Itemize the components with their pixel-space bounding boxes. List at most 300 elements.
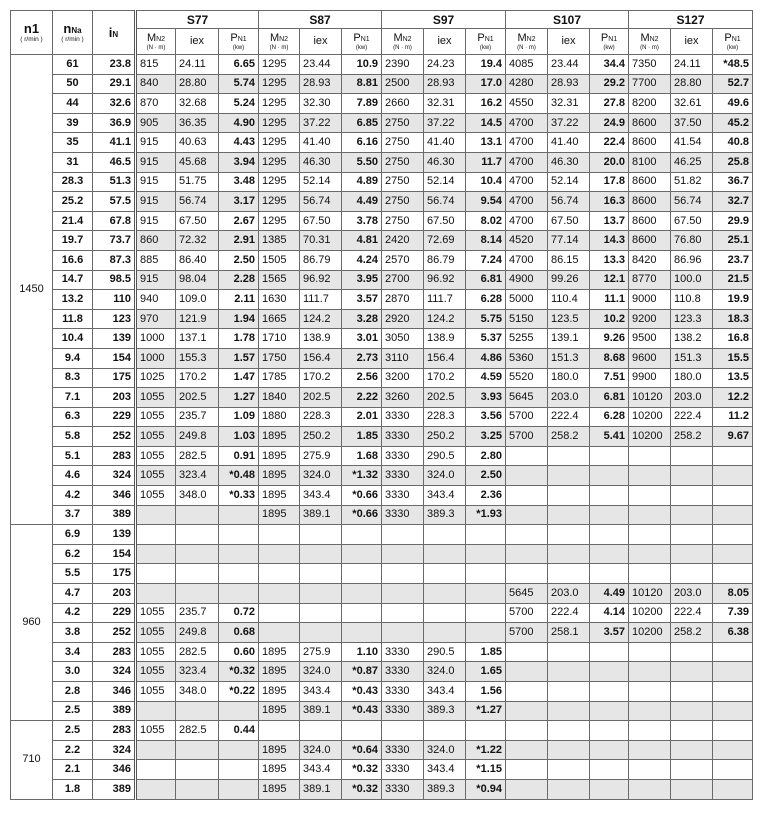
table-row [11,329,753,349]
table-row [11,192,753,212]
torque-cell: 1895 [259,446,300,466]
iex-cell [671,740,713,760]
header-pn1-label: P [600,31,609,44]
power-cell: 5.37 [466,329,506,349]
torque-cell [382,721,424,741]
torque-cell: 1055 [136,721,176,741]
power-cell [713,760,753,780]
power-cell: *0.43 [342,682,382,702]
torque-cell: 870 [136,94,176,114]
power-cell: 2.11 [219,290,259,310]
power-cell: 4.24 [342,250,382,270]
iex-cell: 202.5 [424,388,466,408]
torque-cell: 1895 [259,662,300,682]
table-row [11,270,753,290]
power-cell: 3.01 [342,329,382,349]
torque-cell: 1295 [259,211,300,231]
iex-cell: 52.14 [300,172,342,192]
output-speed-cell: 21.4 [53,211,93,231]
torque-cell: 3200 [382,368,424,388]
torque-cell: 4085 [506,55,548,75]
power-cell [713,662,753,682]
power-cell [590,505,629,525]
ratio-cell: 252 [93,623,136,643]
power-cell [713,779,753,799]
table-row [11,721,753,741]
output-speed-cell: 2.5 [53,701,93,721]
header-iex-label: iex [437,35,452,47]
iex-cell [300,721,342,741]
iex-cell [176,779,219,799]
torque-cell: 5645 [506,584,548,604]
power-cell: *0.43 [342,701,382,721]
iex-cell: 32.31 [548,94,590,114]
torque-cell: 9200 [629,309,671,329]
iex-cell: 324.0 [424,740,466,760]
torque-cell: 1055 [136,407,176,427]
iex-cell: 343.4 [300,760,342,780]
header-iex [548,29,590,55]
iex-cell: 41.40 [300,133,342,153]
power-cell: 3.28 [342,309,382,329]
power-cell [590,564,629,584]
torque-cell [506,525,548,545]
table-row [11,231,753,251]
torque-cell: 2870 [382,290,424,310]
torque-cell: 9900 [629,368,671,388]
torque-cell: 3330 [382,662,424,682]
power-cell: 1.27 [219,388,259,408]
torque-cell: 1055 [136,446,176,466]
torque-cell [382,623,424,643]
torque-cell: 905 [136,113,176,133]
iex-cell [176,701,219,721]
ratio-cell: 139 [93,525,136,545]
power-cell: 2.22 [342,388,382,408]
iex-cell: 123.5 [548,309,590,329]
torque-cell [506,446,548,466]
torque-cell: 2700 [382,270,424,290]
iex-cell: 203.0 [671,584,713,604]
torque-cell: 2750 [382,192,424,212]
torque-cell [629,740,671,760]
torque-cell: 1295 [259,113,300,133]
power-cell: 5.74 [219,74,259,94]
power-cell [590,760,629,780]
iex-cell [176,525,219,545]
torque-cell: 1750 [259,348,300,368]
power-cell: 3.17 [219,192,259,212]
power-cell [219,505,259,525]
iex-cell: 41.40 [548,133,590,153]
header-pn1-unit: (kw) [603,44,615,51]
torque-cell: 3330 [382,466,424,486]
iex-cell: 36.35 [176,113,219,133]
ratio-cell: 46.5 [93,152,136,172]
iex-cell: 228.3 [300,407,342,427]
iex-cell: 389.3 [424,779,466,799]
torque-cell [506,682,548,702]
header-pn1 [590,29,629,55]
iex-cell: 222.4 [671,603,713,623]
torque-cell: 10120 [629,388,671,408]
torque-cell: 4520 [506,231,548,251]
ratio-cell: 229 [93,407,136,427]
iex-cell [671,525,713,545]
output-speed-cell: 25.2 [53,192,93,212]
iex-cell: 96.92 [300,270,342,290]
power-cell: 6.28 [466,290,506,310]
power-cell: 2.36 [466,486,506,506]
ratio-cell: 346 [93,486,136,506]
iex-cell: 86.79 [300,250,342,270]
iex-cell: 203.0 [548,388,590,408]
table-row [11,152,753,172]
output-speed-cell: 2.2 [53,740,93,760]
header-mn2-unit: (N · m) [517,44,536,51]
iex-cell: 121.9 [176,309,219,329]
power-cell: 4.90 [219,113,259,133]
iex-cell [176,584,219,604]
iex-cell: 32.61 [671,94,713,114]
iex-cell: 32.68 [176,94,219,114]
power-cell [219,779,259,799]
header-pn1-unit: (kw) [355,44,368,51]
power-cell: 3.57 [342,290,382,310]
iex-cell: 282.5 [176,721,219,741]
iex-cell [548,486,590,506]
iex-cell: 258.2 [671,623,713,643]
table-row [11,505,753,525]
torque-cell [382,603,424,623]
iex-cell: 51.75 [176,172,219,192]
power-cell [590,642,629,662]
ratio-cell: 346 [93,760,136,780]
iex-cell: 24.23 [424,55,466,75]
input-speed-cell: 710 [11,721,53,799]
table-row [11,211,753,231]
header-mn2-label: M [517,31,527,44]
header-pn1 [219,29,259,55]
power-cell: 24.9 [590,113,629,133]
iex-cell: 67.50 [671,211,713,231]
power-cell: 13.1 [466,133,506,153]
table-row [11,407,753,427]
torque-cell [136,505,176,525]
table-row [11,368,753,388]
power-cell [713,564,753,584]
iex-cell: 170.2 [424,368,466,388]
power-cell [219,544,259,564]
torque-cell: 8600 [629,231,671,251]
power-cell: 45.2 [713,113,753,133]
power-cell [342,623,382,643]
output-speed-cell: 6.9 [53,525,93,545]
table-row [11,740,753,760]
iex-cell: 99.26 [548,270,590,290]
torque-cell: 3330 [382,740,424,760]
output-speed-cell: 61 [53,55,93,75]
power-cell: 4.43 [219,133,259,153]
torque-cell: 1505 [259,250,300,270]
power-cell [713,486,753,506]
power-cell: 8.05 [713,584,753,604]
ratio-cell: 36.9 [93,113,136,133]
table-row [11,309,753,329]
iex-cell: 72.32 [176,231,219,251]
torque-cell: 1000 [136,329,176,349]
torque-cell [136,525,176,545]
power-cell: *0.22 [219,682,259,702]
torque-cell [259,623,300,643]
torque-cell [629,662,671,682]
header-pn1-unit: (kw) [726,44,739,51]
power-cell: 10.9 [342,55,382,75]
header-mn2 [136,29,176,55]
iex-cell [424,721,466,741]
torque-cell: 1055 [136,427,176,447]
torque-cell [136,760,176,780]
iex-cell: 275.9 [300,446,342,466]
iex-cell: 24.11 [671,55,713,75]
power-cell: *1.93 [466,505,506,525]
ratio-cell: 324 [93,662,136,682]
power-cell: 29.9 [713,211,753,231]
table-row [11,74,753,94]
iex-cell: 343.4 [300,486,342,506]
input-speed-cell: 1450 [11,55,53,525]
power-cell [590,446,629,466]
iex-cell: 37.22 [548,113,590,133]
power-cell [713,466,753,486]
iex-cell: 98.04 [176,270,219,290]
iex-cell [671,564,713,584]
iex-cell: 228.3 [424,407,466,427]
header-n1-unit: ( r/min ) [20,35,43,43]
torque-cell: 1895 [259,740,300,760]
torque-cell: 1385 [259,231,300,251]
iex-cell [548,544,590,564]
iex-cell: 86.15 [548,250,590,270]
power-cell: 11.2 [713,407,753,427]
iex-cell: 56.74 [424,192,466,212]
power-cell: 9.67 [713,427,753,447]
torque-cell: 4550 [506,94,548,114]
header-nna-label: n [63,20,72,36]
power-cell: 3.56 [466,407,506,427]
torque-cell: 815 [136,55,176,75]
torque-cell: 915 [136,133,176,153]
torque-cell [259,564,300,584]
table-row [11,701,753,721]
table-row [11,427,753,447]
power-cell [342,564,382,584]
power-cell: 14.5 [466,113,506,133]
power-cell: 3.95 [342,270,382,290]
torque-cell: 5700 [506,407,548,427]
torque-cell [506,564,548,584]
output-speed-cell: 50 [53,74,93,94]
torque-cell: 2390 [382,55,424,75]
torque-cell: 1295 [259,152,300,172]
output-speed-cell: 9.4 [53,348,93,368]
header-pn1-sub: N1 [608,35,618,43]
torque-cell: 2920 [382,309,424,329]
power-cell: 20.0 [590,152,629,172]
iex-cell: 323.4 [176,466,219,486]
torque-cell [506,721,548,741]
power-cell [713,740,753,760]
torque-cell: 2660 [382,94,424,114]
iex-cell [548,701,590,721]
power-cell [219,525,259,545]
power-cell: *0.64 [342,740,382,760]
power-cell: 6.81 [590,388,629,408]
header-mn2-sub: N2 [526,35,536,43]
power-cell [713,525,753,545]
torque-cell: 915 [136,192,176,212]
power-cell: 16.2 [466,94,506,114]
model-header: S97 [382,11,506,29]
power-cell: 1.09 [219,407,259,427]
power-cell: 0.91 [219,446,259,466]
table-row [11,682,753,702]
iex-cell: 389.3 [424,505,466,525]
torque-cell: 8200 [629,94,671,114]
torque-cell: 860 [136,231,176,251]
iex-cell: 137.1 [176,329,219,349]
iex-cell: 348.0 [176,486,219,506]
torque-cell [136,701,176,721]
power-cell: 6.28 [590,407,629,427]
ratio-cell: 51.3 [93,172,136,192]
torque-cell: 4700 [506,250,548,270]
iex-cell: 32.30 [300,94,342,114]
power-cell: 19.4 [466,55,506,75]
power-cell: 9.26 [590,329,629,349]
output-speed-cell: 28.3 [53,172,93,192]
iex-cell: 46.25 [671,152,713,172]
power-cell [466,603,506,623]
torque-cell: 8600 [629,172,671,192]
iex-cell: 151.3 [671,348,713,368]
header-iex [176,29,219,55]
iex-cell: 52.14 [548,172,590,192]
iex-cell: 324.0 [424,662,466,682]
iex-cell [176,740,219,760]
power-cell: 1.85 [342,427,382,447]
torque-cell: 2420 [382,231,424,251]
power-cell: 11.1 [590,290,629,310]
power-cell: 4.59 [466,368,506,388]
iex-cell: 389.1 [300,701,342,721]
power-cell: 3.78 [342,211,382,231]
power-cell: 0.44 [219,721,259,741]
iex-cell [176,760,219,780]
ratio-cell: 175 [93,564,136,584]
iex-cell: 72.69 [424,231,466,251]
torque-cell [382,584,424,604]
header-n1 [11,11,53,55]
iex-cell [300,603,342,623]
torque-cell: 1665 [259,309,300,329]
torque-cell [629,525,671,545]
output-speed-cell: 8.3 [53,368,93,388]
power-cell: 29.2 [590,74,629,94]
power-cell: 2.50 [466,466,506,486]
power-cell: 14.3 [590,231,629,251]
power-cell: 21.5 [713,270,753,290]
iex-cell [176,505,219,525]
torque-cell: 840 [136,74,176,94]
torque-cell: 3330 [382,427,424,447]
output-speed-cell: 5.5 [53,564,93,584]
torque-cell: 8600 [629,113,671,133]
iex-cell: 258.1 [548,623,590,643]
power-cell: 7.89 [342,94,382,114]
torque-cell: 7350 [629,55,671,75]
ratio-cell: 98.5 [93,270,136,290]
iex-cell: 56.74 [300,192,342,212]
iex-cell: 41.54 [671,133,713,153]
power-cell: 32.7 [713,192,753,212]
iex-cell: 96.92 [424,270,466,290]
table-row [11,662,753,682]
header-pn1 [466,29,506,55]
torque-cell: 10120 [629,584,671,604]
torque-cell [629,505,671,525]
iex-cell: 77.14 [548,231,590,251]
table-row [11,623,753,643]
iex-cell: 28.80 [671,74,713,94]
power-cell [219,584,259,604]
ratio-cell: 346 [93,682,136,702]
table-row [11,642,753,662]
power-cell: 52.7 [713,74,753,94]
torque-cell [136,564,176,584]
output-speed-cell: 10.4 [53,329,93,349]
torque-cell: 915 [136,270,176,290]
output-speed-cell: 13.2 [53,290,93,310]
torque-cell: 8600 [629,133,671,153]
ratio-cell: 29.1 [93,74,136,94]
iex-cell [548,505,590,525]
power-cell: 5.24 [219,94,259,114]
power-cell: 12.1 [590,270,629,290]
power-cell: 5.41 [590,427,629,447]
power-cell [466,721,506,741]
iex-cell: 324.0 [300,662,342,682]
power-cell [590,701,629,721]
power-cell: 7.51 [590,368,629,388]
power-cell: *0.87 [342,662,382,682]
torque-cell: 3330 [382,760,424,780]
header-iex [671,29,713,55]
torque-cell: 885 [136,250,176,270]
power-cell: 1.56 [466,682,506,702]
torque-cell [382,525,424,545]
torque-cell [506,701,548,721]
power-cell: *1.15 [466,760,506,780]
model-header: S87 [259,11,382,29]
iex-cell [548,740,590,760]
power-cell: *0.32 [342,760,382,780]
iex-cell: 222.4 [671,407,713,427]
power-cell: 12.2 [713,388,753,408]
power-cell: 18.3 [713,309,753,329]
output-speed-cell: 6.3 [53,407,93,427]
iex-cell: 156.4 [424,348,466,368]
